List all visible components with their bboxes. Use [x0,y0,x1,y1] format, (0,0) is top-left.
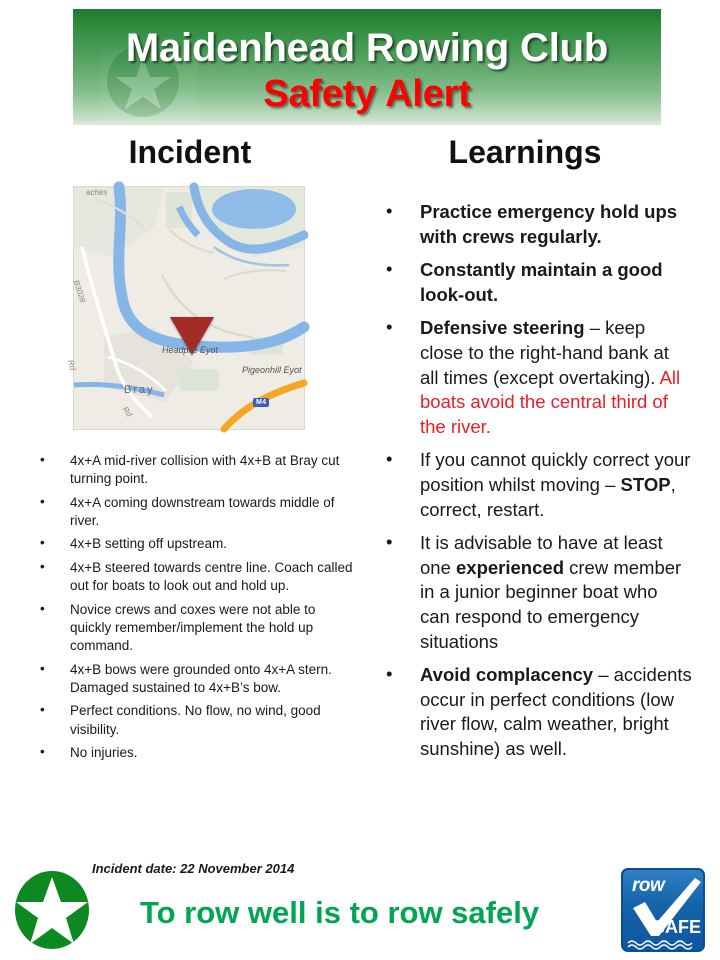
incident-bullet-item: • 4x+B setting off upstream. [28,535,358,553]
learnings-bullet-list [372,200,692,770]
incident-bullet-item: • 4x+B steered towards centre line. Coach called out for boats to look out and hold up. [28,559,358,596]
map-label-road-rd-west: Rd [66,359,78,371]
water-waves-icon [628,938,698,948]
incident-bullet-list [28,452,358,767]
page-subtitle: Safety Alert [263,73,471,115]
learning-text-run: experienced [456,556,564,578]
incident-location-map[interactable] [66,186,305,430]
rowsafe-logo [621,868,705,952]
learning-text-run: Defensive steering [420,317,585,339]
map-label-aches: aches [86,188,108,197]
learning-text-run: Avoid complacency [420,664,594,686]
page-title: Maidenhead Rowing Club [125,26,609,70]
learning-text-run: Practice emergency hold ups with crews regularly. [420,201,678,247]
learning-text-run: It is advisable to have at least one [420,532,663,578]
learning-bullet-item [372,448,692,522]
learning-bullet-item [372,663,692,761]
map-label-road-b3028: B3028 [71,279,88,304]
map-label-headpile-eyot: Headpile Eyot [162,345,219,355]
learning-bullet-item [372,258,692,307]
learning-text-run: – accidents occur in perfect conditions (low river flow, calm weather, bright sunshine) as well. [420,664,692,759]
map-label-bray: Bray [124,384,155,396]
learning-text-run: STOP [620,473,671,495]
learning-bullet-item [372,200,692,249]
map-label-road-rd-south: Rd [120,405,134,419]
rowsafe-safe-text: SAFE [653,917,702,937]
incident-bullet-item: • No injuries. [28,744,358,762]
learnings-heading: Learnings [448,134,602,170]
learning-text-run: – keep close to the right-hand bank at all times (except overtaking). [420,317,669,388]
safety-tagline: To row well is to row safely [140,895,540,930]
incident-bullet-item: • 4x+A mid-river collision with 4x+B at Bray cut turning point. [28,452,358,489]
club-star-logo-icon [14,869,90,951]
incident-bullet-item: • Perfect conditions. No flow, no wind, good visibility. [28,702,358,739]
incident-date: Incident date: 22 November 2014 [92,861,295,876]
map-motorway-shield-m4: M4 [253,398,269,407]
learning-text-run: If you cannot quickly correct your position whilst moving – [420,449,691,495]
learning-text-run: Constantly maintain a good look-out. [420,259,663,305]
learning-text-run: All boats avoid the central third of the river. [420,366,681,437]
incident-bullet-item: • 4x+A coming downstream towards middle of river. [28,494,358,531]
learning-text-run: crew member in a junior beginner boat who can respond to emergency situations [420,556,682,652]
rowsafe-row-text: row [632,875,665,896]
incident-bullet-item: • Novice crews and coxes were not able to quickly remember/implement the hold up command. [28,601,358,656]
incident-heading: Incident [128,134,252,170]
learning-text-run: , correct, restart. [420,473,676,520]
learning-bullet-item [372,531,692,654]
learning-bullet-item [372,316,692,439]
incident-location-marker-icon [170,317,214,355]
map-label-pigeonhill-eyot: Pigeonhill Eyot [242,365,302,375]
incident-bullet-item: • 4x+B bows were grounded onto 4x+A stern. Damaged sustained to 4x+B’s bow. [28,661,358,698]
map-graphic [74,187,304,429]
header-banner [73,9,661,125]
